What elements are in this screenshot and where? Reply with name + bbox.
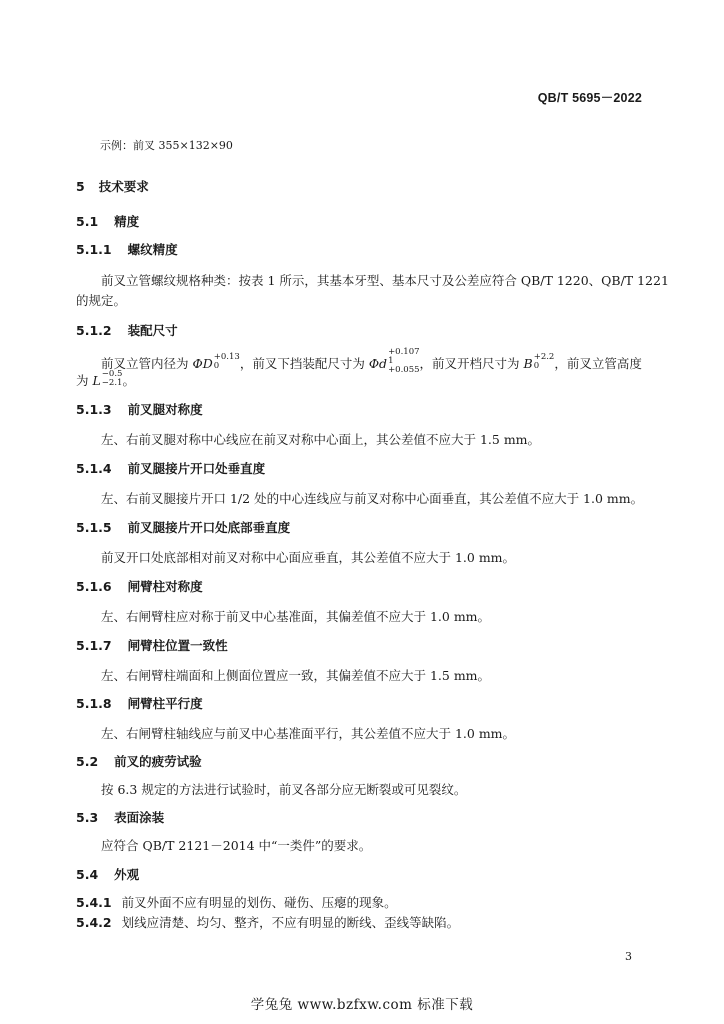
section-5-4-2	[76, 913, 459, 931]
subscript: 1	[388, 356, 394, 366]
text: 前叉立管内径为	[101, 356, 193, 371]
lower-deviation: 0	[213, 360, 220, 371]
section-5-4-1	[76, 893, 397, 911]
paragraph: 应符合 QB/T 2121－2014 中“一类件”的要求。	[101, 838, 372, 853]
symbol-l: L	[92, 373, 101, 388]
paragraph-assembly-dimensions	[101, 347, 642, 378]
clause-text: 前叉外面不应有明显的划伤、碰伤、压瘪的现象。	[121, 895, 397, 910]
section-title: 前叉的疲劳试验	[114, 754, 202, 769]
standard-number: QB/T 5695－2022	[537, 91, 642, 105]
section-number: 5.1.1	[76, 242, 112, 257]
section-title: 螺纹精度	[127, 242, 178, 257]
footer-watermark-text: 学兔兔 www.bzfxw.com 标准下载	[250, 997, 474, 1013]
section-number: 5.1.8	[76, 696, 112, 711]
tolerance	[102, 370, 123, 388]
paragraph: 前叉立管螺纹规格种类：按表 1 所示，其基本牙型、基本尺寸及公差应符合 QB/T 1220、QB/T 1221	[101, 273, 669, 288]
paragraph: 前叉开口处底部相对前叉对称中心面应垂直，其公差值不应大于 1.0 mm。	[101, 550, 516, 565]
section-number: 5.4	[76, 867, 99, 882]
section-5-2-heading	[76, 752, 202, 770]
section-5-1-1-heading	[76, 240, 178, 258]
paragraph: 左、右前叉腿对称中心线应在前叉对称中心面上，其公差值不应大于 1.5 mm。	[101, 432, 541, 447]
paragraph: 左、右前叉腿接片开口 1/2 处的中心连线应与前叉对称中心面垂直，其公差值不应大于 1.0 mm。	[101, 491, 644, 506]
paragraph-assembly-dimensions-cont	[76, 368, 135, 391]
section-number: 5.1.7	[76, 638, 112, 653]
section-title: 闸臂柱对称度	[127, 579, 203, 594]
section-title: 精度	[114, 214, 140, 229]
section-5-1-7-heading	[76, 636, 228, 654]
section-number: 5.4.2	[76, 915, 112, 930]
section-number: 5.1.2	[76, 323, 112, 338]
upper-deviation: +0.13	[213, 351, 240, 362]
tolerance	[534, 353, 555, 371]
section-title: 表面涂装	[114, 810, 165, 825]
section-5-1-8-heading	[76, 694, 203, 712]
upper-deviation: +2.2	[533, 351, 555, 362]
section-5-1-6-heading	[76, 577, 203, 595]
paragraph: 左、右闸臂柱端面和上侧面位置应一致，其偏差值不应大于 1.5 mm。	[101, 668, 491, 683]
tolerance	[388, 348, 419, 375]
clause-text: 划线应清楚、均匀、整齐，不应有明显的断线、歪线等缺陷。	[121, 915, 460, 930]
symbol-d1: Φd	[368, 356, 388, 371]
text: 为	[76, 373, 93, 388]
section-5-3-heading	[76, 808, 164, 826]
symbol-d: ΦD	[192, 356, 213, 371]
lower-deviation: −2.1	[101, 377, 123, 388]
paragraph: 按 6.3 规定的方法进行试验时，前叉各部分应无断裂或可见裂纹。	[101, 782, 467, 797]
paragraph: 的规定。	[76, 293, 127, 308]
upper-deviation: −0.5	[101, 368, 123, 379]
upper-deviation: +0.107	[388, 347, 420, 357]
text: ，前叉开档尺寸为	[419, 356, 524, 371]
section-5-1-heading	[76, 212, 139, 230]
section-5-1-2-heading	[76, 321, 178, 339]
page-number: 3	[625, 950, 632, 963]
text: ，前叉立管高度	[554, 356, 642, 371]
section-number: 5	[76, 179, 85, 194]
section-title: 前叉腿接片开口处底部垂直度	[127, 520, 291, 535]
section-5-heading	[76, 177, 149, 195]
section-title: 技术要求	[98, 179, 149, 194]
section-title: 闸臂柱平行度	[127, 696, 203, 711]
section-number: 5.1.6	[76, 579, 112, 594]
section-5-1-4-heading	[76, 459, 265, 477]
text: ，前叉下挡装配尺寸为	[239, 356, 369, 371]
section-number: 5.1.5	[76, 520, 112, 535]
example-text: 示例：前叉 355×132×90	[100, 139, 233, 152]
section-title: 前叉腿对称度	[127, 402, 203, 417]
section-number: 5.1	[76, 214, 99, 229]
section-number: 5.1.3	[76, 402, 112, 417]
section-title: 闸臂柱位置一致性	[127, 638, 228, 653]
text: 。	[122, 373, 135, 388]
section-5-4-heading	[76, 865, 139, 883]
section-number: 5.1.4	[76, 461, 112, 476]
section-number: 5.3	[76, 810, 99, 825]
section-title: 外观	[114, 867, 140, 882]
section-title: 前叉腿接片开口处垂直度	[127, 461, 266, 476]
section-title: 装配尺寸	[127, 323, 178, 338]
section-5-1-5-heading	[76, 518, 290, 536]
symbol-b: B	[523, 356, 533, 371]
tolerance	[214, 353, 240, 371]
section-number: 5.2	[76, 754, 99, 769]
section-5-1-3-heading	[76, 400, 203, 418]
paragraph: 左、右闸臂柱轴线应与前叉中心基准面平行，其公差值不应大于 1.0 mm。	[101, 726, 516, 741]
paragraph: 左、右闸臂柱应对称于前叉中心基准面，其偏差值不应大于 1.0 mm。	[101, 609, 491, 624]
section-number: 5.4.1	[76, 895, 112, 910]
lower-deviation: 0	[533, 360, 540, 371]
lower-deviation: +0.055	[388, 365, 420, 375]
